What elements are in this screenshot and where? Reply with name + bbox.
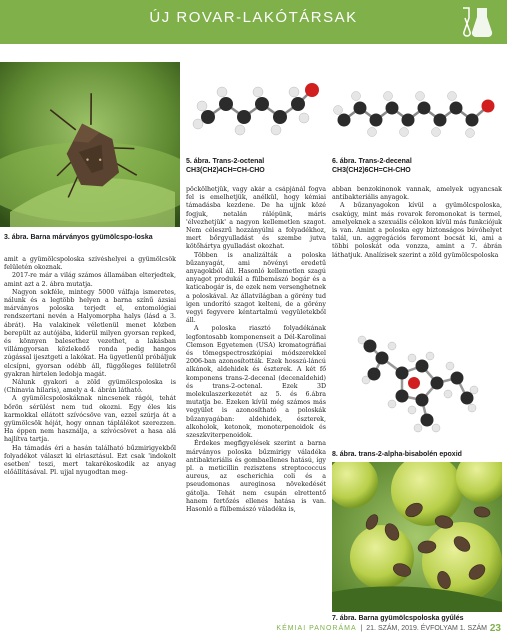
paragraph: Nálunk gyakori a zöld gyümölcspoloska is (Chinavia hilaris), amely a 4. ábrán látható. xyxy=(4,379,176,395)
paragraph: A poloska riasztó folyadékának legfontosabb komponenseit a Dél-Karolinai Clemson Egyetemen (USA) kromatográfiai és tömegspectroszkópiai módszerekkel 2006-ban azonosították. Ezek hosszú-láncú alkánok, aldehidek és észterek. A két fő komponens trans-2-decenal (decenaldehid) és trans-2-octenal. Ezek 3D molekulaszerkezetét az 5. és 6.ábra mutatja be. Ezeken kívül még számos más vegyület is azonosítható a poloskák bűzanyagában: aldehidek, észterek, alkoholok, ketonok, monoterpenoidok és szeszkviterpenoidok. xyxy=(186,325,326,440)
figure-8-caption: 8. ábra. trans-2-alpha-bisabolén epoxid xyxy=(332,451,462,458)
text-column-2 xyxy=(186,186,326,618)
trans-2-decenal-molecule xyxy=(330,62,502,152)
section-title: ÚJ ROVAR-LAKÓTÁRSAK xyxy=(149,9,358,26)
page-number: 23 xyxy=(489,623,501,634)
trans-2-octenal-molecule xyxy=(186,62,326,152)
figure-7-caption: 7. ábra. Barna gyümölcspoloska gyűlés xyxy=(332,615,464,622)
figure-5-title: 5. ábra. Trans-2-octenal xyxy=(186,158,265,165)
figure-3-caption: 3. ábra. Barna márványos gyümölcspo-loska xyxy=(4,234,153,241)
bisabolene-epoxide-molecule xyxy=(352,328,482,438)
stink-bug-photo xyxy=(0,62,180,227)
paragraph: Érdekes megfigyelések szerint a barna márványos poloska bűzmirigy váladéka antibakteriális és gombaellenes hatású, így pl. a meticillin rezisztens streptococcus aureus, az escherichia coli és a pseudomonas aureginosa növekedését gátolja. Tehát nem csupán elrettentő hanem fertőzés ellenes hatása is van. Hasonló a fülbemászó váladéka is, xyxy=(186,440,326,513)
paragraph: A gyümölcspoloskáknak nincsenek rágói, tehát bőrön sérülést nem tud okozni. Egy éles kis karmokkal ellátott szívócsöve van, ezzel szúrja át a gyümölcsök héját, hogy onnan táplálékot szerezzen. Ha éppen nem használja, a szívócsövet a hasa alá hajlítva tartja. xyxy=(4,395,176,444)
lab-flask-icon xyxy=(459,6,493,38)
text-column-3 xyxy=(332,186,502,326)
text-column-1 xyxy=(4,256,176,618)
issue-info: 21. SZÁM, 2019. ÉVFOLYAM 1. SZÁM xyxy=(366,625,487,632)
figure-5-formula: CH3(CH2)4CH=CH-CHO xyxy=(186,167,265,174)
paragraph: 2017-re már a világ számos államában elterjedtek, amint azt a 2. ábra mutatja. xyxy=(4,272,176,288)
figure-6-title: 6. ábra. Trans-2-decenal xyxy=(332,158,412,165)
paragraph: abban benzokinonok vannak, amelyek ugyancsak antibakteriális anyagok. xyxy=(332,186,502,202)
paragraph: Ha támadás éri a hasán található bűzmirigyekből folyadékot választ ki elriasztásul. Ezt csak 'indokolt esetben' teszi, mert takarékoskodik az anyag előállításával. Pl. ujjal nyugodtan meg- xyxy=(4,444,176,477)
bug-gathering-photo xyxy=(332,462,502,612)
footer-separator: | xyxy=(358,625,365,632)
page-header xyxy=(0,0,507,44)
page-footer xyxy=(0,622,507,640)
paragraph: Többen is analizálták a poloska bűzanyagát, ami növényi eredetű anyagokból áll. Hasonló kellemetlen szagú anyagot produkál a fülbemászó bogár és a katicabogár is, de ezek nem versenghetnek a poloskával. Az állatvilágban a görény tud igen undorító szagot kelteni, de a görény vegyi fegyvere kéntartalmú vegyületekből áll. xyxy=(186,251,326,325)
paragraph: pöckölhetjük, vagy akár a csápjánál fogva fel is emelhetjük, anélkül, hogy kémiai támadásba kezdene. De ha ujjnk közé fogjuk, netalán rálépünk, máris 'élvezhetjük' a nagyon kellemetlen szagot. Nem céleszrű hozzányúlni a folyadékhoz, mert bőrgyulladást és szembe jutva kötőhártya gyulladást okozhat. xyxy=(186,186,326,251)
paragraph: Nagyon sokféle, mintegy 5000 válfaja ismeretes, nálunk és a legtöbb helyen a barna színű ázsiai márványos poloska terjedt el, entomológiai rendszertani nevén a Halyomorpha halys (lásd a 3. ábrát). Ha valakinek véletlenül menet közben berepült az autójába, kiderül milyen gyorsan repked, és könnyen balesethez vezethet, a lakásban villámgyorsan közlekedő ronda pedig hangos zúgással ijesztgeti a lakókat. Ha ügyetlenül próbáljuk elcsípni, gyorsan odébb áll, függőleges felületről gyakran hirtelen ledobja magát. xyxy=(4,288,176,378)
footer-info xyxy=(276,625,487,632)
paragraph: amit a gyümölcspoloska szívéshelyei a gyümölcsök felületén okoznak. xyxy=(4,256,176,272)
figure-6-formula: CH3(CH2)6CH=CH-CHO xyxy=(332,167,411,174)
figure-5-caption xyxy=(186,157,326,175)
journal-name: KÉMIAI PANORÁMA xyxy=(276,625,357,632)
figure-6-caption xyxy=(332,157,502,175)
paragraph: A bűzanyagokon kívül a gyümölcspoloska, csakúgy, mint más rovarok feromonokat is termel, amelyeknek a szexuális célokon kívül más funkciójuk is van. Amint a poloska egy biztonságos búvóhelyet talál, un. aggregációs feromont bocsát ki, ami a többi poloskát oda vonzza, amint a 7. ábrán láthatjuk. Analízisek szerint a zöld gyümölcspoloska xyxy=(332,202,502,259)
